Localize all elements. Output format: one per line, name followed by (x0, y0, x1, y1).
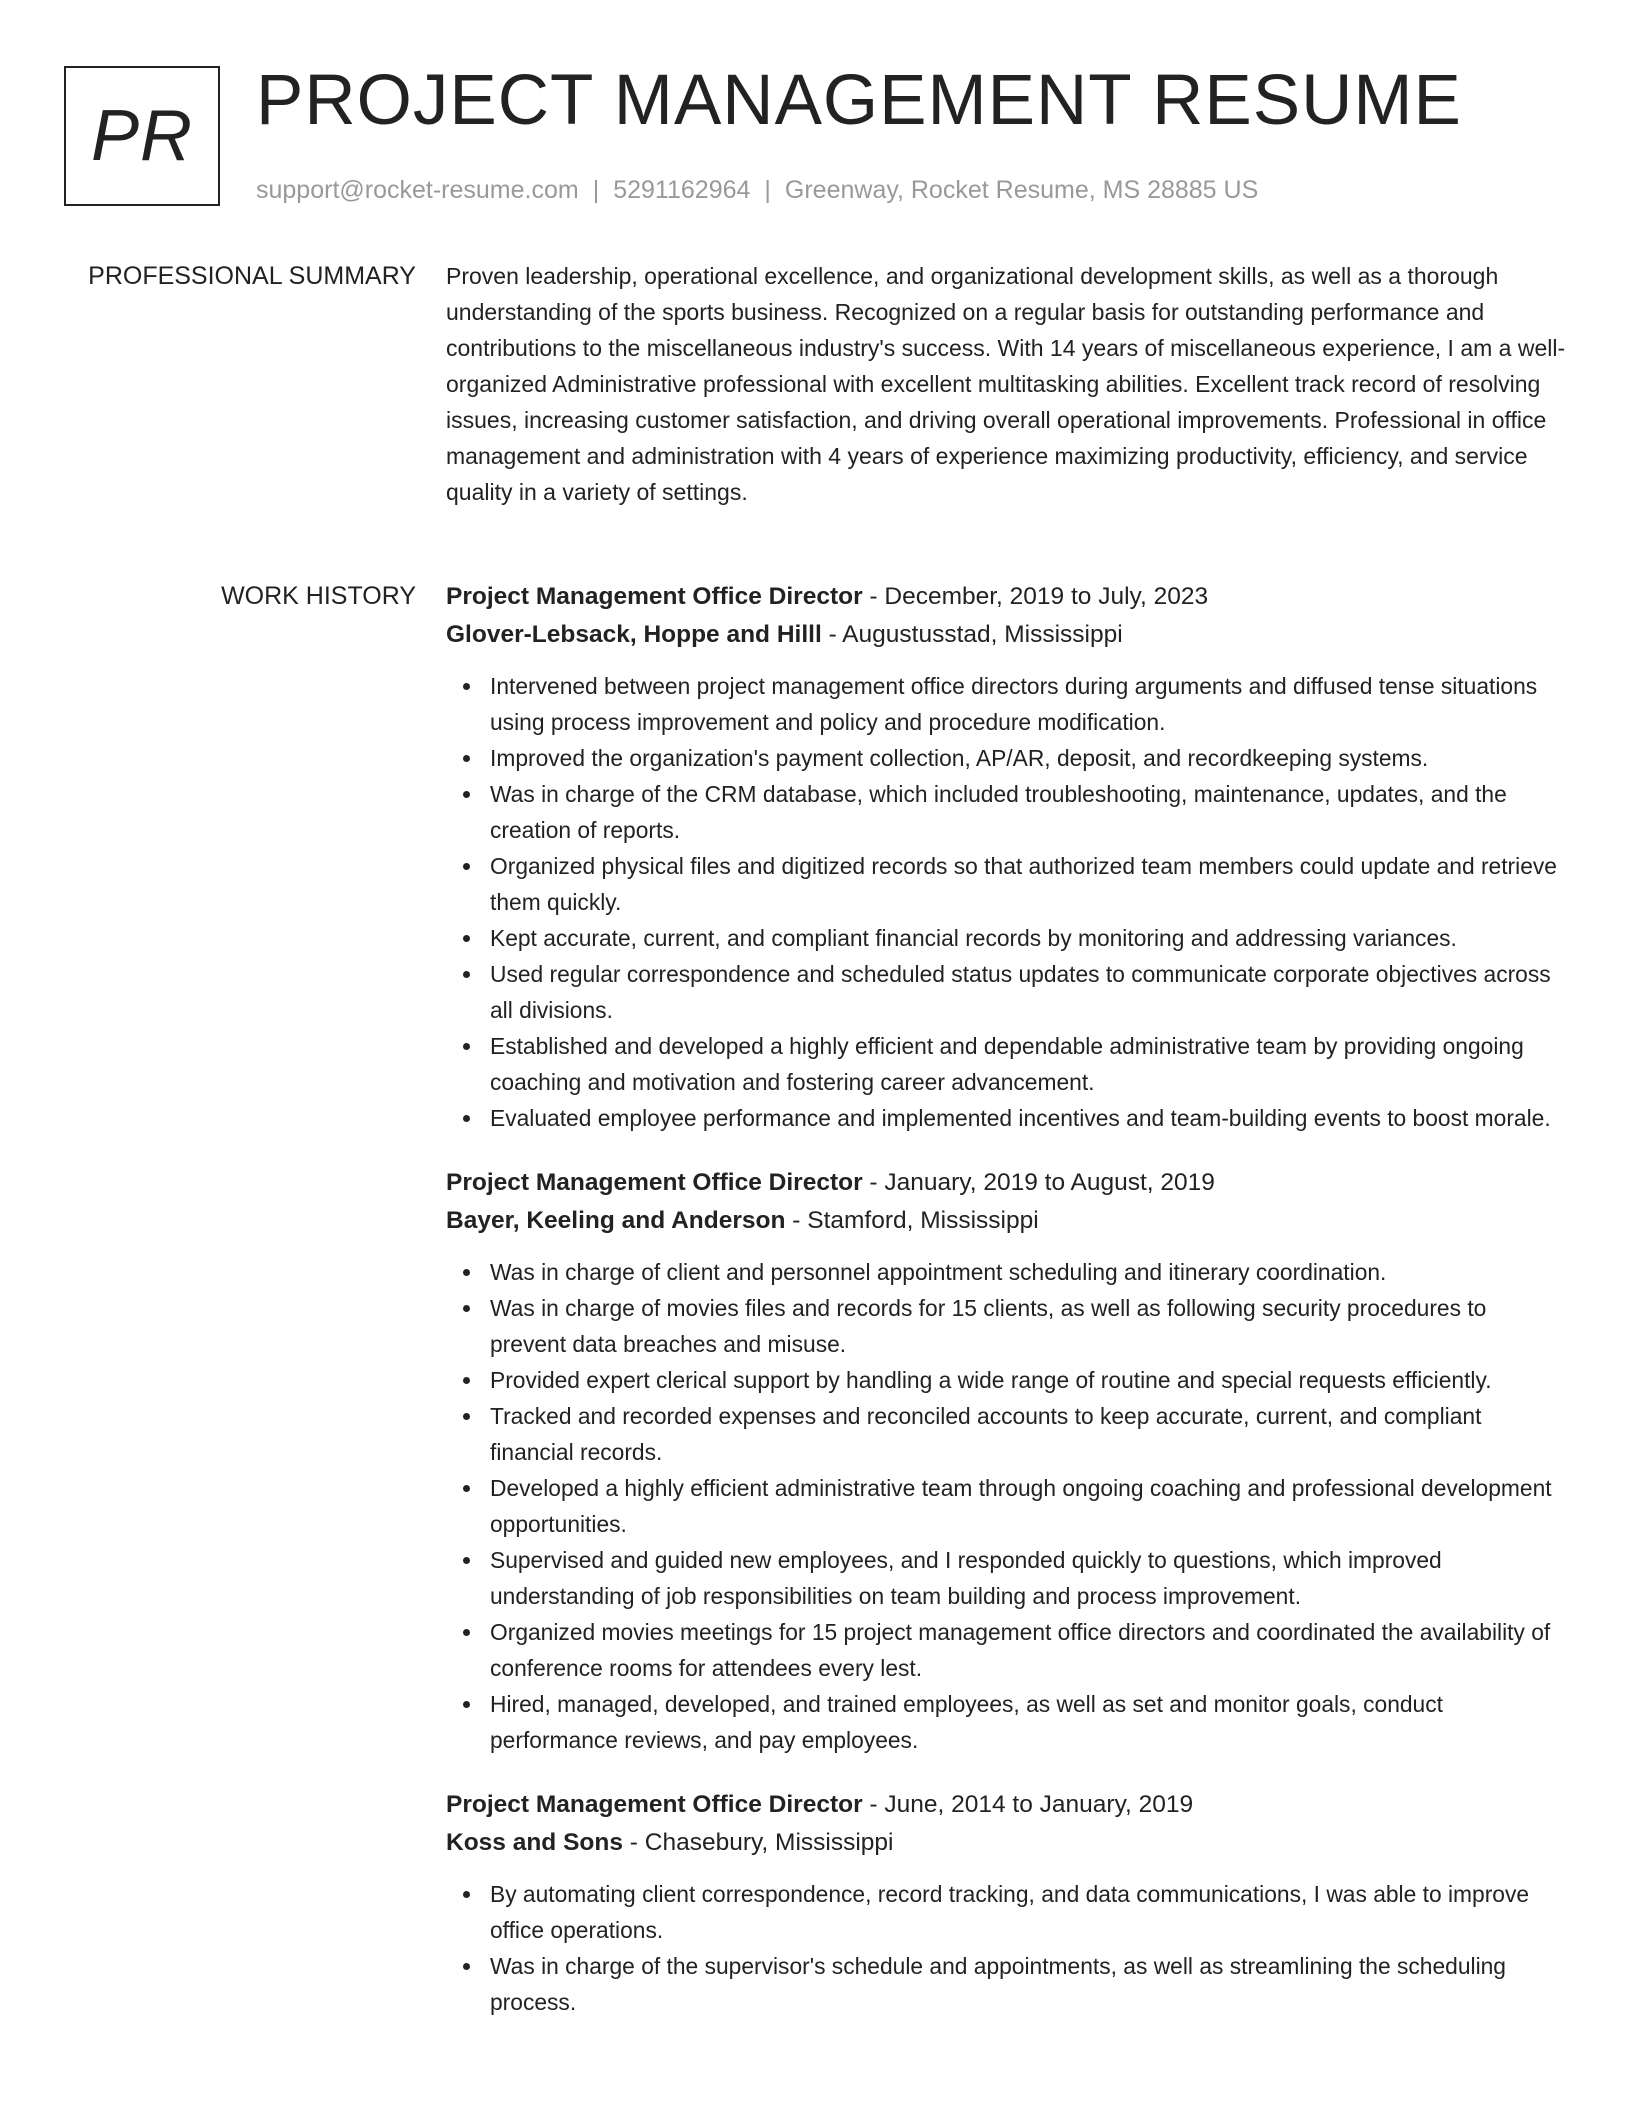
work-history-body (446, 578, 1566, 2048)
job-bullet: Improved the organization's payment collection, AP/AR, deposit, and recordkeeping systems. (490, 740, 1566, 776)
job-bullet: Intervened between project management office directors during arguments and diffused tense situations using process improvement and policy and procedure modification. (490, 668, 1566, 740)
job-bullet: Tracked and recorded expenses and reconciled accounts to keep accurate, current, and compliant financial records. (490, 1398, 1566, 1470)
monogram-box (64, 66, 220, 206)
job-bullet: Organized physical files and digitized records so that authorized team members could update and retrieve them quickly. (490, 848, 1566, 920)
job-bullet-list (446, 1254, 1566, 1758)
job-location: - Augustusstad, Mississippi (821, 621, 1123, 648)
job-company: Koss and Sons (446, 1829, 623, 1856)
job-bullet: Developed a highly efficient administrative team through ongoing coaching and professional development opportunities. (490, 1470, 1566, 1542)
contact-email: support@rocket-resume.com (256, 176, 579, 204)
job-title: Project Management Office Director (446, 1169, 863, 1196)
contact-separator: | (592, 176, 600, 204)
job-bullet: Was in charge of movies files and records for 15 clients, as well as following security procedures to prevent data breaches and misuse. (490, 1290, 1566, 1362)
contact-address: Greenway, Rocket Resume, MS 28885 US (784, 176, 1259, 204)
job-entry (446, 1164, 1566, 1758)
job-bullet: Evaluated employee performance and implemented incentives and team-building events to boost morale. (490, 1100, 1566, 1136)
summary-body (446, 258, 1566, 510)
job-bullet: Kept accurate, current, and compliant financial records by monitoring and addressing variances. (490, 920, 1566, 956)
job-title: Project Management Office Director (446, 1791, 863, 1818)
job-bullet: Hired, managed, developed, and trained employees, as well as set and monitor goals, conduct performance reviews, and pay employees. (490, 1686, 1566, 1758)
job-title: Project Management Office Director (446, 583, 863, 610)
job-title-line (446, 1786, 1566, 1824)
contact-phone: 5291162964 (613, 176, 751, 204)
job-bullet: Supervised and guided new employees, and I responded quickly to questions, which improved understanding of job responsibilities on team building and process improvement. (490, 1542, 1566, 1614)
job-bullet: Provided expert clerical support by handling a wide range of routine and special requests efficiently. (490, 1362, 1566, 1398)
job-location: - Stamford, Mississippi (785, 1207, 1039, 1234)
job-dates: - December, 2019 to July, 2023 (862, 583, 1209, 610)
job-bullet: Established and developed a highly efficient and dependable administrative team by providing ongoing coaching and motivation and fostering career advancement. (490, 1028, 1566, 1100)
job-company-line (446, 1202, 1566, 1240)
job-bullet-list (446, 668, 1566, 1136)
monogram-initials: PR (90, 96, 194, 176)
job-company: Bayer, Keeling and Anderson (446, 1207, 786, 1234)
job-entry (446, 1786, 1566, 2020)
job-dates: - January, 2019 to August, 2019 (862, 1169, 1215, 1196)
job-company: Glover-Lebsack, Hoppe and Hilll (446, 621, 822, 648)
job-title-line (446, 578, 1566, 616)
job-bullet: Used regular correspondence and scheduled status updates to communicate corporate objectives across all divisions. (490, 956, 1566, 1028)
contact-separator: | (764, 176, 771, 204)
job-bullet: Was in charge of client and personnel appointment scheduling and itinerary coordination. (490, 1254, 1566, 1290)
job-bullet: Organized movies meetings for 15 project management office directors and coordinated the availability of conference rooms for attendees every lest. (490, 1614, 1566, 1686)
job-bullet: By automating client correspondence, record tracking, and data communications, I was able to improve office operations. (490, 1876, 1566, 1948)
summary-text: Proven leadership, operational excellence, and organizational development skills, as well as a thorough understanding of the sports business. Recognized on a regular basis for outstanding performance and contributions to the miscellaneous industry's success. With 14 years of miscellaneous experience, I am a well-organized Administrative professional with excellent multitasking abilities. Excellent track record of resolving issues, increasing customer satisfaction, and driving overall operational improvements. Professional in office management and administration with 4 years of experience maximizing productivity, efficiency, and service quality in a variety of settings. (446, 263, 1566, 505)
job-bullet: Was in charge of the supervisor's schedule and appointments, as well as streamlining the scheduling process. (490, 1948, 1566, 2020)
job-entry (446, 578, 1566, 1136)
job-location: - Chasebury, Mississippi (622, 1829, 894, 1856)
job-company-line (446, 616, 1566, 654)
resume-title: PROJECT MANAGEMENT RESUME (256, 61, 1462, 140)
job-dates: - June, 2014 to January, 2019 (862, 1791, 1194, 1818)
job-bullet-list (446, 1876, 1566, 2020)
job-title-line (446, 1164, 1566, 1202)
job-bullet: Was in charge of the CRM database, which included troubleshooting, maintenance, updates, and the creation of reports. (490, 776, 1566, 848)
summary-heading: PROFESSIONAL SUMMARY (88, 262, 416, 290)
contact-line (256, 174, 1258, 206)
job-company-line (446, 1824, 1566, 1862)
work-history-heading: WORK HISTORY (221, 582, 416, 610)
